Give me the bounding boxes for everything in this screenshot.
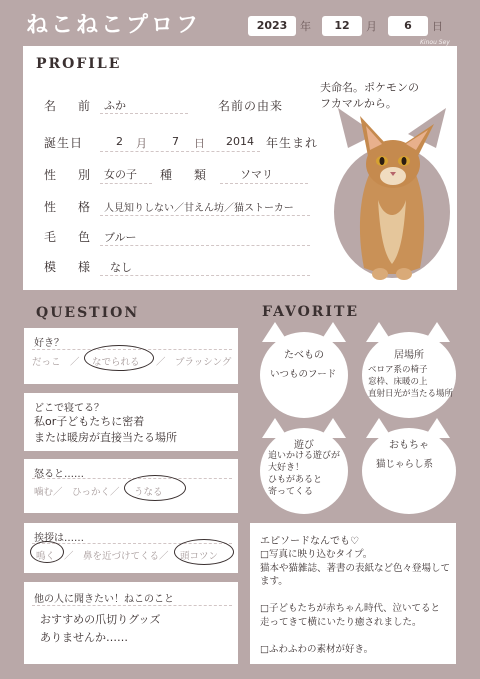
pattern-underline xyxy=(100,275,310,276)
sex-label: 性 別 xyxy=(44,168,96,182)
q1-label: 好き？ xyxy=(34,338,64,349)
sex-underline xyxy=(100,183,152,184)
birth-year-unit: 年生まれ xyxy=(266,136,319,150)
toy-title: おもちゃ xyxy=(389,440,429,451)
episode-line xyxy=(260,629,452,643)
name-underline xyxy=(100,113,188,114)
place-text[interactable]: ベロア系の椅子 窓枠、床暖の上 直射日光が当たる場所 xyxy=(368,365,454,399)
day-field[interactable]: 6 xyxy=(388,16,428,36)
q2-label: どこで寝てる？ xyxy=(34,403,104,414)
birth-month[interactable]: 2 xyxy=(116,135,123,148)
q2-answer-line1[interactable]: 私or子どもたちに密着 xyxy=(34,415,145,428)
sex-value[interactable]: 女の子 xyxy=(104,168,137,181)
birthday-label: 誕生日 xyxy=(44,136,84,150)
q3-option-1[interactable]: 噛む／ xyxy=(34,487,63,498)
q4-option-2[interactable]: ／ 鼻を近づけてくる／ xyxy=(64,551,169,562)
food-title: たべもの xyxy=(284,350,324,361)
q3-label: 怒ると…… xyxy=(34,469,84,480)
year-field[interactable]: 2023 xyxy=(248,16,296,36)
food-text[interactable]: いつものフード xyxy=(270,369,337,380)
q3-option-3[interactable]: うなる xyxy=(134,487,163,498)
episode-line: □ふわふわの素材が好き。 xyxy=(260,643,374,655)
episode-line xyxy=(260,589,452,603)
name-origin-label: 名前の由来 xyxy=(218,99,284,113)
cat-photo xyxy=(330,108,454,290)
pattern-value[interactable]: なし xyxy=(110,261,132,274)
q4-label: 挨拶は…… xyxy=(34,533,84,544)
personality-value[interactable]: 人見知りしない／甘えん坊／猫ストーカー xyxy=(104,203,294,214)
q4-option-3[interactable]: 頭コツン xyxy=(180,551,219,562)
breed-label: 種 類 xyxy=(160,168,212,182)
q3-option-2[interactable]: ひっかく／ xyxy=(72,487,120,498)
name-origin-text[interactable]: 夫命名。ポケモンの フカマルから。 xyxy=(320,81,419,110)
toy-text[interactable]: 猫じゃらし系 xyxy=(376,459,434,470)
color-value[interactable]: ブルー xyxy=(104,231,137,244)
episode-line: □写真に映り込むタイプ。 xyxy=(260,549,373,560)
q4-option-1[interactable]: 鳴く xyxy=(36,551,56,562)
name-value[interactable]: ふか xyxy=(104,99,126,112)
breed-underline xyxy=(220,183,308,184)
color-underline xyxy=(100,245,310,246)
q4-selected-circle-2 xyxy=(174,539,234,565)
q5-answer-line2[interactable]: ありませんか…… xyxy=(40,631,128,644)
q5-underline xyxy=(32,605,232,606)
q5-answer-line1[interactable]: おすすめの爪切りグッズ xyxy=(40,613,161,626)
q2-answer-line2[interactable]: または暖房が直接当たる場所 xyxy=(34,431,177,444)
q1-selected-circle xyxy=(84,345,154,371)
profile-heading: PROFILE xyxy=(36,56,122,72)
month-field[interactable]: 12 xyxy=(322,16,362,36)
play-text[interactable]: 追いかける遊びが 大好き！ ひもがあると 寄ってくる xyxy=(268,451,341,497)
episode-line: 猫本や猫雑誌、著書の表紙など色々登場して xyxy=(260,562,451,574)
q1-option-3[interactable]: ／ ブラッシング xyxy=(156,357,232,368)
q1-option-2[interactable]: なでられる xyxy=(92,357,140,368)
episode-title: エピソードなんでも♡ xyxy=(260,536,359,547)
birthday-underline xyxy=(100,151,260,152)
name-label: 名 前 xyxy=(44,99,96,113)
q3-selected-circle xyxy=(124,475,186,501)
episode-line: ます。 xyxy=(260,576,288,587)
birth-day-unit: 日 xyxy=(194,137,205,150)
year-unit: 年 xyxy=(300,20,311,33)
play-title: 遊び xyxy=(294,440,314,451)
episode-line: □子どもたちが赤ちゃん時代、泣いてると xyxy=(260,603,440,614)
q5-label: 他の人に聞きたい！ねこのこと xyxy=(34,594,174,605)
birth-day[interactable]: 7 xyxy=(172,135,179,148)
day-unit: 日 xyxy=(432,20,443,33)
page-title: ねこねこプロフ xyxy=(26,13,202,38)
birth-month-unit: 月 xyxy=(136,137,147,150)
q4-selected-circle-1 xyxy=(30,541,64,563)
place-title: 居場所 xyxy=(394,350,424,361)
personality-label: 性 格 xyxy=(44,200,96,214)
question-heading: QUESTION xyxy=(36,305,140,321)
birth-year[interactable]: 2014 xyxy=(226,135,254,148)
signature: Kinou Sey xyxy=(420,39,450,46)
episode-text[interactable] xyxy=(260,548,452,656)
pattern-label: 模 様 xyxy=(44,260,96,274)
favorite-heading: FAVORITE xyxy=(262,304,360,320)
episode-line: 走ってきて横にいたり癒されました。 xyxy=(260,616,422,628)
q1-option-1[interactable]: だっこ ／ xyxy=(32,357,80,368)
color-label: 毛 色 xyxy=(44,230,96,244)
month-unit: 月 xyxy=(366,20,377,33)
personality-underline xyxy=(100,215,310,216)
breed-value[interactable]: ソマリ xyxy=(240,168,273,181)
